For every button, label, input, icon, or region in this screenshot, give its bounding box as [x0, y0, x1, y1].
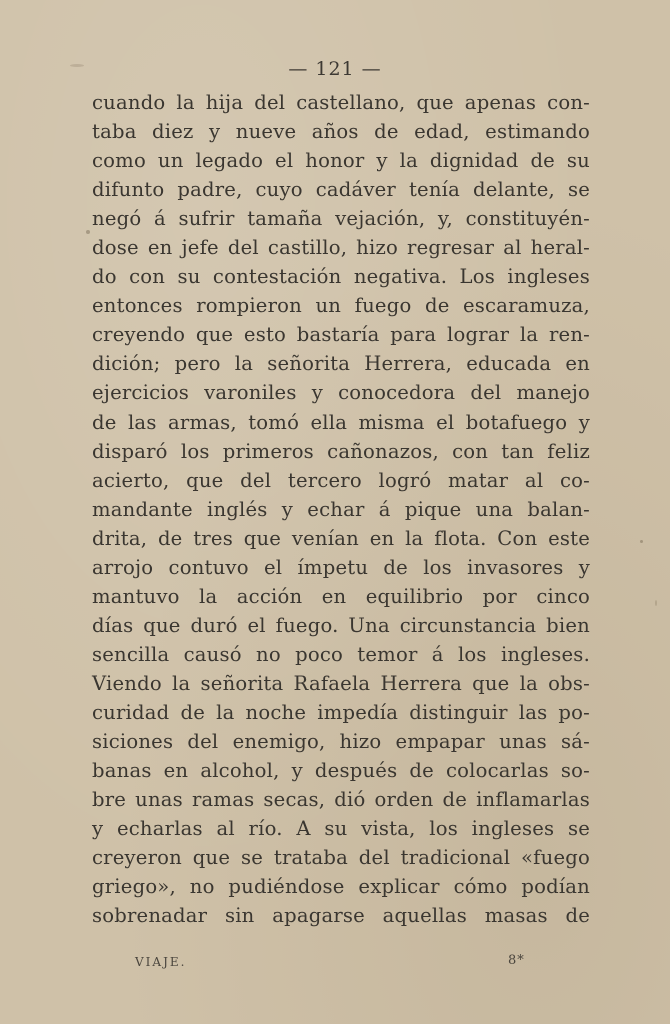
text-line: y echarlas al río. A su vista, los ingleses se [92, 817, 590, 841]
text-line: disparó los primeros cañonazos, con tan feliz [92, 439, 590, 463]
text-line: creyeron que se trataba del tradicional «fuego [92, 846, 590, 870]
text-line: de las armas, tomó ella misma el botafuego y [92, 410, 590, 434]
text-line: arrojo contuvo el ímpetu de los invasores y [92, 555, 590, 579]
text-line: sobrenadar sin apagarse aquellas masas de [92, 904, 590, 928]
text-line: difunto padre, cuyo cadáver tenía delante, se [92, 178, 590, 202]
text-line: do con su contestación negativa. Los ingleses [92, 265, 590, 289]
text-line: dose en jefe del castillo, hizo regresar al heral- [92, 236, 590, 260]
text-line: mantuvo la acción en equilibrio por cinco [92, 584, 590, 608]
body-text [92, 88, 590, 930]
text-line: cuando la hija del castellano, que apenas con- [92, 91, 590, 114]
paper-speck [70, 64, 84, 67]
text-line: taba diez y nueve años de edad, estimando [92, 120, 590, 144]
text-line: bre unas ramas secas, dió orden de inflamarlas [92, 788, 590, 812]
text-line: Viendo la señorita Rafaela Herrera que la obs- [92, 671, 590, 695]
text-line: griego», no pudiéndose explicar cómo podían [92, 875, 590, 899]
signature-mark-title: VIAJE. [135, 955, 187, 969]
text-line: curidad de la noche impedía distinguir las po- [92, 700, 590, 724]
page-number: — 121 — [288, 58, 382, 80]
text-line: banas en alcohol, y después de colocarlas so- [92, 759, 590, 783]
paper-speck [655, 600, 657, 606]
text-line: como un legado el honor y la dignidad de su [92, 149, 590, 173]
text-line: siciones del enemigo, hizo empapar unas sá- [92, 730, 590, 754]
text-line: entonces rompieron un fuego de escaramuza, [92, 294, 590, 318]
text-line: drita, de tres que venían en la flota. Con este [92, 526, 590, 550]
text-line: acierto, que del tercero logró matar al co- [92, 468, 590, 492]
signature-mark-number: 8* [508, 953, 525, 968]
text-line: mandante inglés y echar á pique una balan- [92, 497, 590, 521]
paper-speck [86, 230, 90, 234]
text-line: sencilla causó no poco temor á los ingleses. [92, 642, 590, 666]
text-line: dición; pero la señorita Herrera, educada en [92, 352, 590, 376]
text-line: días que duró el fuego. Una circunstancia bien [92, 613, 590, 637]
text-line: ejercicios varoniles y conocedora del manejo [92, 381, 590, 405]
text-line: creyendo que esto bastaría para lograr la ren- [92, 323, 590, 347]
paper-speck [640, 540, 643, 543]
text-line: negó á sufrir tamaña vejación, y, constituyén- [92, 207, 590, 231]
